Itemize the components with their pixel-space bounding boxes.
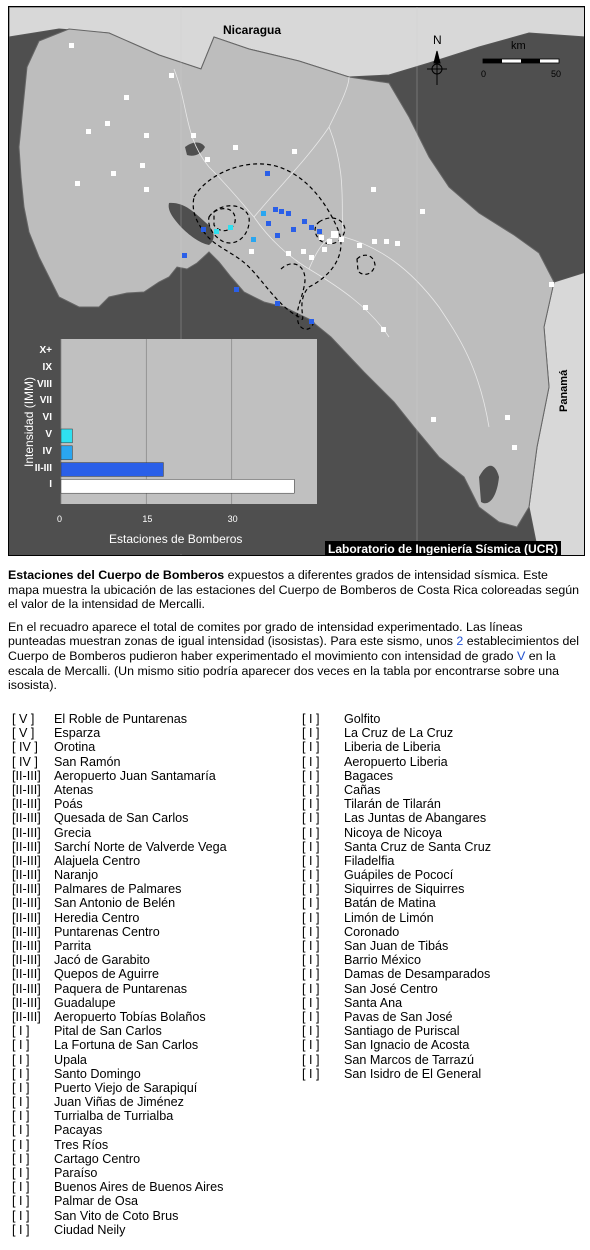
station-intensity: [ I ] [12, 1080, 30, 1095]
station-row [302, 925, 491, 939]
station-name: Pital de San Carlos [54, 1024, 162, 1039]
station-intensity: [II-III] [12, 896, 41, 911]
station-marker [319, 235, 324, 240]
station-intensity: [ I ] [302, 967, 320, 982]
station-intensity: [ I ] [302, 896, 320, 911]
station-name: La Cruz de La Cruz [344, 726, 454, 741]
station-name: Naranjo [54, 868, 99, 883]
station-intensity: [II-III] [12, 882, 41, 897]
station-name: Buenos Aires de Buenos Aires [54, 1180, 224, 1195]
station-row [302, 911, 491, 925]
station-marker [291, 227, 296, 232]
station-intensity: [ I ] [12, 1166, 30, 1180]
station-intensity: [II-III] [12, 811, 41, 826]
station-row [12, 797, 227, 811]
station-marker [309, 225, 314, 230]
station-name: Esparza [54, 726, 101, 741]
station-intensity: [ I ] [12, 1137, 30, 1152]
station-row [12, 1123, 227, 1137]
station-name: Siquirres de Siquirres [344, 882, 465, 897]
description [8, 568, 580, 701]
station-intensity: [ I ] [302, 839, 320, 854]
station-row [302, 854, 491, 868]
station-marker [265, 171, 270, 176]
station-row [12, 1081, 227, 1095]
station-row [12, 896, 227, 910]
station-name: Paquera de Puntarenas [54, 981, 188, 996]
station-name: Palmar de Osa [54, 1194, 138, 1209]
station-marker [144, 133, 149, 138]
station-intensity: [ I ] [302, 740, 320, 755]
station-intensity: [ I ] [302, 882, 320, 897]
station-name: Cañas [344, 782, 381, 797]
station-row [12, 1166, 227, 1180]
station-intensity: [ I ] [302, 825, 320, 840]
station-intensity: [ I ] [302, 811, 320, 826]
station-row [12, 854, 227, 868]
station-intensity: [ I ] [302, 995, 320, 1010]
station-name: Alajuela Centro [54, 853, 141, 868]
station-intensity: [ I ] [302, 853, 320, 868]
station-marker [327, 239, 332, 244]
station-marker [309, 319, 314, 324]
station-row [12, 939, 227, 953]
station-name: Santo Domingo [54, 1066, 141, 1081]
station-marker [384, 239, 389, 244]
station-name: Limón de Limón [344, 910, 434, 925]
station-intensity: [II-III] [12, 981, 41, 996]
station-row [302, 1010, 491, 1024]
station-intensity: [ I ] [302, 1009, 320, 1024]
scale-end-label: 50 [551, 69, 562, 79]
station-name: Heredia Centro [54, 910, 140, 925]
description-text: expuestos a diferentes grados de intensidad sísmica. Este mapa muestra la ubicación de las estaciones del Cuerpo de Bomberos de Costa Rica coloreadas según el valor de la intensidad de Mercalli. [8, 568, 579, 612]
station-row [12, 1109, 227, 1123]
station-row [12, 769, 227, 783]
station-row [12, 996, 227, 1010]
station-row [12, 1194, 227, 1208]
station-row [12, 1180, 227, 1194]
station-name: Las Juntas de Abangares [344, 811, 487, 826]
station-row [12, 1038, 227, 1052]
station-name: Atenas [54, 782, 94, 797]
station-marker [302, 219, 307, 224]
station-row [302, 755, 491, 769]
station-marker [75, 181, 80, 186]
station-row [302, 967, 491, 981]
station-name: Poás [54, 797, 83, 812]
station-marker [191, 133, 196, 138]
station-name: Aeropuerto Liberia [344, 754, 448, 769]
station-marker [69, 43, 74, 48]
station-intensity: [ I ] [302, 797, 320, 812]
station-intensity: [ IV ] [12, 740, 38, 755]
station-name: Tres Ríos [54, 1137, 109, 1152]
station-row [12, 1067, 227, 1081]
station-row [302, 797, 491, 811]
north-label: N [433, 33, 442, 47]
station-name: Pacayas [54, 1123, 103, 1138]
station-name: San José Centro [344, 981, 438, 996]
station-name: San Marcos de Tarrazú [344, 1052, 474, 1067]
station-name: El Roble de Puntarenas [54, 712, 188, 726]
station-row [12, 1053, 227, 1067]
station-intensity: [II-III] [12, 839, 41, 854]
station-intensity: [ I ] [302, 953, 320, 968]
station-intensity: [ V ] [12, 712, 35, 726]
station-intensity: [II-III] [12, 853, 41, 868]
description-text: En el recuadro aparece el total de comites por grado de intensidad experimentado. Las líneas punteadas muestran zonas de igual intensidad (isosistas). Para este sismo, unos [8, 619, 523, 649]
station-name: Golfito [344, 712, 381, 726]
chart-bar-iv [61, 446, 72, 460]
station-name: Santiago de Puriscal [344, 1024, 460, 1039]
station-marker [111, 171, 116, 176]
station-row [12, 1024, 227, 1038]
station-intensity: [ I ] [302, 910, 320, 925]
station-name: Batán de Matina [344, 896, 436, 911]
station-marker [86, 129, 91, 134]
station-name: Turrialba de Turrialba [54, 1109, 174, 1124]
chart-bar-v [61, 429, 72, 443]
description-paragraph-1 [8, 568, 580, 612]
scale-unit-label: km [511, 40, 526, 52]
station-marker [261, 211, 266, 216]
station-row [12, 826, 227, 840]
station-name: Aeropuerto Tobías Bolaños [54, 1009, 206, 1024]
station-intensity: [ I ] [12, 1052, 30, 1067]
station-row [12, 882, 227, 896]
station-row [302, 1053, 491, 1067]
station-intensity: [ I ] [12, 1066, 30, 1081]
station-name: Sarchí Norte de Valverde Vega [54, 839, 227, 854]
station-marker [228, 225, 233, 230]
station-row [302, 882, 491, 896]
station-name: Puntarenas Centro [54, 924, 160, 939]
station-list-right [302, 712, 491, 1081]
station-name: San Ignacio de Acosta [344, 1038, 470, 1053]
station-marker [431, 417, 436, 422]
station-row [12, 840, 227, 854]
station-row [12, 783, 227, 797]
station-marker [275, 301, 280, 306]
station-intensity: [II-III] [12, 825, 41, 840]
station-name: Jacó de Garabito [54, 953, 150, 968]
country-label-panama: Panamá [558, 369, 570, 412]
station-marker [266, 221, 271, 226]
station-row [12, 1223, 227, 1237]
station-intensity: [ I ] [12, 1180, 30, 1195]
station-name: Cartago Centro [54, 1151, 141, 1166]
station-name: San Antonio de Belén [54, 896, 176, 911]
station-row [12, 1138, 227, 1152]
station-intensity: [II-III] [12, 967, 41, 982]
chart-y-axis-title: Intensidad (IMM) [22, 376, 36, 467]
station-row [12, 755, 227, 769]
station-intensity: [ I ] [302, 712, 320, 726]
chart-y-tick-label: IV [42, 445, 52, 457]
station-intensity: [II-III] [12, 768, 41, 783]
station-row [302, 953, 491, 967]
station-name: Coronado [344, 924, 400, 939]
station-name: Upala [54, 1052, 87, 1067]
station-row [12, 811, 227, 825]
station-intensity: [ I ] [302, 754, 320, 769]
station-name: San Ramón [54, 754, 121, 769]
scale-start-label: 0 [481, 69, 487, 79]
intensity-grade: V [517, 648, 526, 663]
station-name: Puerto Viejo de Sarapiquí [54, 1080, 198, 1095]
station-name: Paraíso [54, 1166, 98, 1180]
station-row [302, 712, 491, 726]
description-title: Estaciones del Cuerpo de Bomberos [8, 568, 225, 582]
station-row [302, 1038, 491, 1052]
station-intensity: [ I ] [12, 1222, 30, 1237]
station-row [302, 939, 491, 953]
station-marker [322, 247, 327, 252]
station-name: Damas de Desamparados [344, 967, 491, 982]
chart-bar-i [61, 479, 294, 493]
station-marker [124, 95, 129, 100]
station-row [302, 1067, 491, 1081]
station-marker [275, 233, 280, 238]
station-name: Juan Viñas de Jiménez [54, 1095, 184, 1110]
station-row [302, 840, 491, 854]
station-row [12, 925, 227, 939]
station-intensity: [ I ] [12, 1109, 30, 1124]
station-marker [420, 209, 425, 214]
station-row [12, 982, 227, 996]
station-marker [395, 241, 400, 246]
station-intensity: [II-III] [12, 924, 41, 939]
station-intensity: [ IV ] [12, 754, 38, 769]
station-name: Liberia de Liberia [344, 740, 441, 755]
station-intensity: [II-III] [12, 910, 41, 925]
station-name: Santa Cruz de Santa Cruz [344, 839, 492, 854]
station-intensity: [ I ] [302, 868, 320, 883]
station-marker [309, 255, 314, 260]
station-intensity: [ I ] [12, 1123, 30, 1138]
station-marker [286, 251, 291, 256]
map-credit: Laboratorio de Ingeniería Sísmica (UCR) [325, 541, 561, 556]
station-marker [381, 327, 386, 332]
chart-y-tick-label: I [49, 479, 52, 491]
station-name: Tilarán de Tilarán [344, 797, 441, 812]
station-name: Nicoya de Nicoya [344, 825, 442, 840]
station-marker [512, 445, 517, 450]
station-marker [205, 157, 210, 162]
station-intensity: [ I ] [302, 1024, 320, 1039]
station-marker [505, 415, 510, 420]
station-intensity: [II-III] [12, 953, 41, 968]
station-marker [357, 243, 362, 248]
station-marker [292, 149, 297, 154]
country-label-nicaragua: Nicaragua [223, 23, 282, 37]
station-row [302, 1024, 491, 1038]
station-intensity: [ I ] [302, 939, 320, 953]
station-name: Quesada de San Carlos [54, 811, 189, 826]
chart-y-tick-label: IX [42, 361, 52, 373]
station-intensity: [II-III] [12, 868, 41, 883]
station-name: Ciudad Neily [54, 1222, 126, 1237]
station-marker [251, 237, 256, 242]
station-intensity: [ I ] [302, 1066, 320, 1081]
station-row [302, 868, 491, 882]
station-row [302, 896, 491, 910]
station-marker [273, 207, 278, 212]
station-marker [317, 229, 322, 234]
station-row [302, 811, 491, 825]
station-marker [105, 121, 110, 126]
chart-y-tick-label: II-III [34, 462, 52, 474]
station-name: Guadalupe [54, 995, 116, 1010]
station-intensity: [ I ] [12, 1024, 30, 1039]
station-name: San Vito de Coto Brus [54, 1208, 179, 1223]
station-marker [169, 73, 174, 78]
station-name: Bagaces [344, 768, 394, 783]
station-name: Guápiles de Pococí [344, 868, 454, 883]
chart-y-tick-label: VI [42, 412, 52, 424]
station-marker [372, 239, 377, 244]
station-row [12, 740, 227, 754]
station-row [12, 1152, 227, 1166]
station-row [12, 1095, 227, 1109]
station-intensity: [ I ] [302, 981, 320, 996]
station-intensity: [ I ] [302, 726, 320, 741]
station-list-left [12, 712, 227, 1237]
station-row [302, 740, 491, 754]
station-intensity: [ I ] [12, 1194, 30, 1209]
description-text: en la escala de Mercalli. (Un mismo sitio podría aparecer dos veces en la tabla por encontrarse sobre una isosista). [8, 648, 559, 693]
station-row [12, 868, 227, 882]
station-row [12, 712, 227, 726]
station-intensity: [ I ] [302, 768, 320, 783]
station-marker [549, 282, 554, 287]
station-intensity: [II-III] [12, 939, 41, 953]
station-marker [339, 237, 344, 242]
station-marker [279, 209, 284, 214]
station-row [302, 996, 491, 1010]
station-intensity: [ I ] [12, 1095, 30, 1110]
station-row [302, 769, 491, 783]
description-text: establecimientos del Cuerpo de Bomberos pudieron haber experimentado el movimiento con intensidad de grado [8, 634, 579, 663]
station-intensity: [II-III] [12, 782, 41, 797]
station-intensity: [ I ] [12, 1038, 30, 1053]
station-row [12, 1209, 227, 1223]
station-row [302, 726, 491, 740]
station-intensity: [ I ] [12, 1151, 30, 1166]
station-marker [214, 229, 219, 234]
station-intensity: [ I ] [302, 782, 320, 797]
chart-y-tick-label: VII [39, 395, 52, 407]
station-intensity: [II-III] [12, 995, 41, 1010]
description-paragraph-2 [8, 620, 580, 693]
station-marker [140, 163, 145, 168]
station-marker [286, 211, 291, 216]
chart-x-tick-label: 15 [142, 514, 153, 524]
station-row [302, 826, 491, 840]
station-name: Filadelfia [344, 853, 395, 868]
station-row [12, 911, 227, 925]
station-marker [249, 249, 254, 254]
station-name: San Isidro de El General [344, 1066, 482, 1081]
station-marker [371, 187, 376, 192]
station-row [12, 967, 227, 981]
chart-y-tick-label: V [45, 429, 52, 440]
station-row [302, 982, 491, 996]
chart-x-axis-title: Estaciones de Bomberos [109, 532, 243, 546]
station-marker [201, 227, 206, 232]
station-marker [182, 253, 187, 258]
station-marker [144, 187, 149, 192]
station-name: San Juan de Tibás [344, 939, 449, 953]
station-name: Quepos de Aguirre [54, 967, 160, 982]
station-name: Palmares de Palmares [54, 882, 182, 897]
station-name: Grecia [54, 825, 92, 840]
station-name: La Fortuna de San Carlos [54, 1038, 199, 1053]
chart-bar-ii-iii [61, 463, 163, 477]
chart-x-tick-label: 0 [57, 514, 63, 524]
station-marker [301, 249, 306, 254]
station-intensity: [ I ] [302, 1052, 320, 1067]
station-intensity: [ I ] [302, 924, 320, 939]
station-intensity: [II-III] [12, 797, 41, 812]
station-row [302, 783, 491, 797]
station-name: Aeropuerto Juan Santamaría [54, 768, 216, 783]
chart-y-tick-label: X+ [39, 345, 52, 356]
station-marker [234, 287, 239, 292]
station-count: 2 [456, 634, 464, 649]
chart-y-tick-label: VIII [36, 378, 52, 390]
station-marker [233, 145, 238, 150]
station-marker [363, 305, 368, 310]
station-marker [331, 231, 338, 238]
station-name: Santa Ana [344, 995, 403, 1010]
station-intensity: [ V ] [12, 726, 35, 741]
station-intensity: [II-III] [12, 1009, 41, 1024]
station-row [12, 726, 227, 740]
map-panel [8, 6, 585, 556]
station-name: Pavas de San José [344, 1009, 453, 1024]
station-intensity: [ I ] [302, 1038, 320, 1053]
chart-x-tick-label: 30 [227, 514, 238, 524]
station-row [12, 953, 227, 967]
station-intensity: [ I ] [12, 1208, 30, 1223]
station-name: Parrita [54, 939, 92, 953]
scale-bar [483, 59, 559, 63]
station-row [12, 1010, 227, 1024]
station-name: Barrio México [344, 953, 421, 968]
station-name: Orotina [54, 740, 96, 755]
